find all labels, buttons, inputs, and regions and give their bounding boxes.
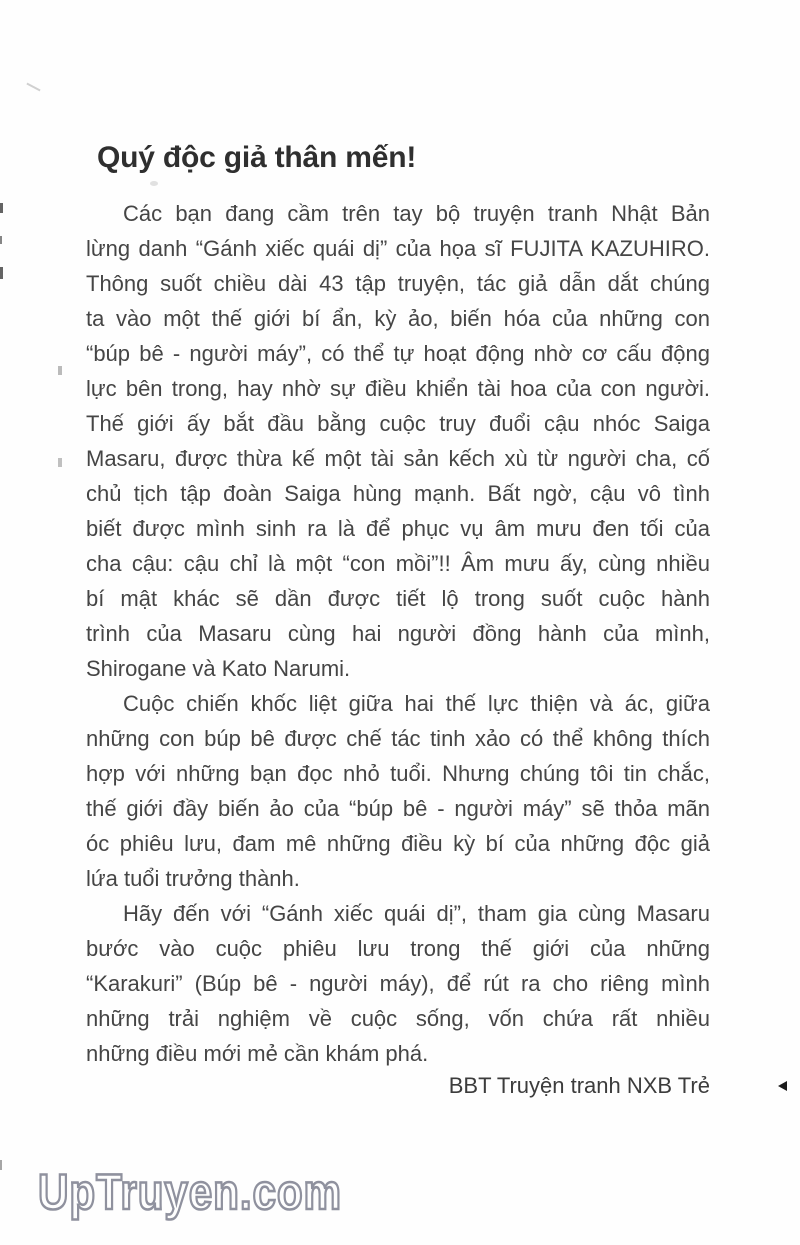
text-line: bước vào cuộc phiêu lưu trong thế giới của những: [86, 936, 710, 961]
text-line: trình của Masaru cùng hai người đồng hành của mình,: [86, 621, 710, 646]
paragraph: [86, 196, 710, 686]
text-line: biết được mình sinh ra là để phục vụ âm mưu đen tối của: [86, 516, 710, 541]
watermark-uptruyen: UpTruyen.com: [38, 1165, 342, 1221]
text-line: “Karakuri” (Búp bê - người máy), để rút ra cho riêng mình: [86, 971, 710, 996]
scan-artifact: [0, 236, 2, 244]
text-line: Hãy đến với “Gánh xiếc quái dị”, tham gia cùng Masaru: [123, 901, 710, 926]
scan-artifact: [0, 267, 3, 279]
text-line: cha cậu: cậu chỉ là một “con mồi”!! Âm mưu ấy, cùng nhiều: [86, 551, 710, 576]
scan-artifact: [0, 203, 3, 213]
paragraph: [86, 686, 710, 896]
text-line: “búp bê - người máy”, có thể tự hoạt động nhờ cơ cấu động: [86, 341, 710, 366]
scan-artifact: [26, 83, 40, 92]
text-line: thế giới đầy biến ảo của “búp bê - người máy” sẽ thỏa mãn: [86, 796, 710, 821]
text-line: những trải nghiệm về cuộc sống, vốn chứa rất nhiều: [86, 1006, 710, 1031]
scan-artifact: [58, 458, 62, 467]
paragraph: [86, 896, 710, 1071]
text-line: ta vào một thế giới bí ẩn, kỳ ảo, biến hóa của những con: [86, 306, 710, 331]
text-line: lừng danh “Gánh xiếc quái dị” của họa sĩ FUJITA KAZUHIRO.: [86, 236, 710, 261]
text-line: chủ tịch tập đoàn Saiga hùng mạnh. Bất ngờ, cậu vô tình: [86, 481, 710, 506]
text-line: Shirogane và Kato Narumi.: [86, 656, 351, 681]
text-line: lứa tuổi trưởng thành.: [86, 866, 300, 891]
text-line: Thông suốt chiều dài 43 tập truyện, tác giả dẫn dắt chúng: [86, 271, 710, 296]
signature: BBT Truyện tranh NXB Trẻ: [448, 1073, 710, 1098]
scan-artifact: [58, 366, 62, 375]
text-line: Các bạn đang cầm trên tay bộ truyện tranh Nhật Bản: [123, 201, 710, 226]
scan-artifact: [0, 1160, 2, 1170]
text-line: óc phiêu lưu, đam mê những điều kỳ bí của những độc giả: [86, 831, 710, 856]
text-line: lực bên trong, hay nhờ sự điều khiển tài hoa của con người.: [86, 376, 710, 401]
letter-body: [86, 196, 710, 1071]
page-title: Quý độc giả thân mến!: [97, 141, 417, 175]
arrow-mark-icon: [778, 1081, 787, 1091]
text-line: Cuộc chiến khốc liệt giữa hai thế lực thiện và ác, giữa: [123, 691, 710, 716]
text-line: hợp với những bạn đọc nhỏ tuổi. Nhưng chúng tôi tin chắc,: [86, 761, 710, 786]
text-line: Masaru, được thừa kế một tài sản kếch xù từ người cha, cố: [86, 446, 710, 471]
scan-artifact: [150, 181, 158, 186]
text-line: Thế giới ấy bắt đầu bằng cuộc truy đuổi cậu nhóc Saiga: [86, 411, 710, 436]
text-line: bí mật khác sẽ dần được tiết lộ trong suốt cuộc hành: [86, 586, 710, 611]
text-line: những con búp bê được chế tác tinh xảo có thể không thích: [86, 726, 710, 751]
text-line: những điều mới mẻ cần khám phá.: [86, 1041, 429, 1066]
